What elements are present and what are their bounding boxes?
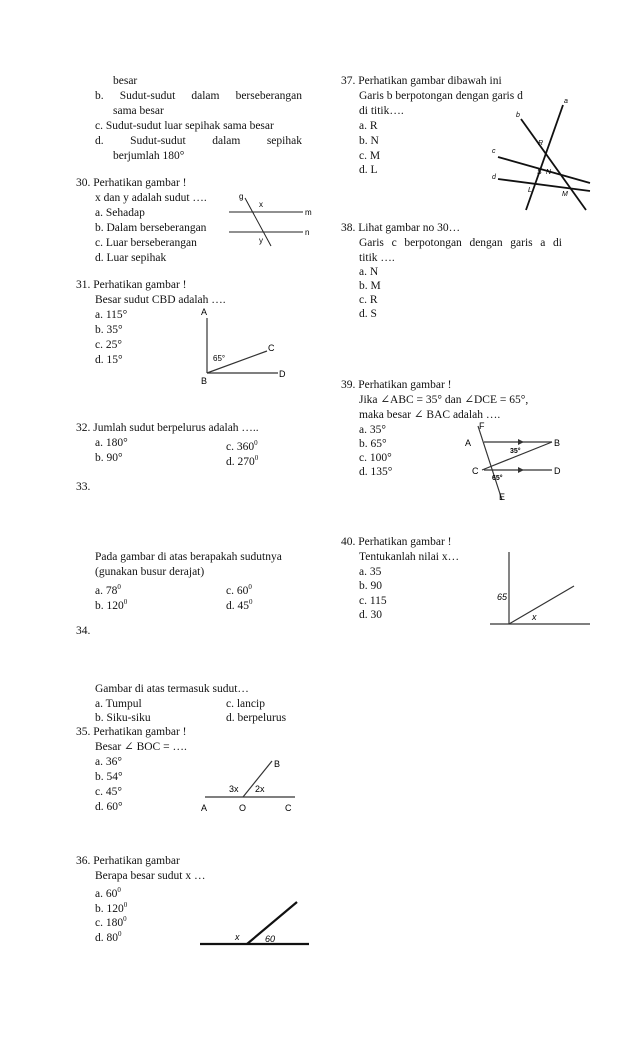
q40-option-c: c. 115 — [359, 595, 387, 607]
q39-label-65: 65° — [492, 475, 503, 482]
q37-label-R: R — [538, 140, 544, 147]
q31-label-D: D — [279, 369, 286, 379]
q35-option-a: a. 36° — [95, 756, 122, 768]
q37-option-a: a. R — [359, 120, 378, 132]
q37-stem-2: di titik…. — [359, 105, 404, 117]
q40-title: 40. Perhatikan gambar ! — [341, 536, 452, 548]
q30-figure — [225, 190, 315, 250]
q40-option-d: d. 30 — [359, 609, 382, 621]
q37-option-c: c. M — [359, 150, 381, 162]
q37-label-M: M — [562, 191, 568, 198]
q33-stem-2: (gunakan busur derajat) — [95, 566, 205, 578]
q34-option-c: c. lancip — [226, 698, 265, 710]
q36-label-60: 60 — [265, 934, 276, 944]
q30-option-d: d. Luar sepihak — [95, 252, 167, 264]
q40-figure — [488, 548, 593, 628]
q35-option-d: d. 60° — [95, 801, 123, 813]
q33-option-b: b. $120^0$ — [95, 598, 128, 612]
q36-title: 36. Perhatikan gambar — [76, 855, 180, 867]
q35-figure — [197, 755, 309, 817]
q35-option-c: c. 45° — [95, 786, 122, 798]
q39-option-b: b. 65° — [359, 438, 387, 450]
q31-label-B: B — [201, 376, 208, 386]
q31-label-angle: 65° — [213, 354, 226, 363]
q29-option-c: c. Sudut-sudut luar sepihak sama besar — [95, 120, 274, 132]
q39-figure — [462, 420, 572, 512]
q39-label-D: D — [554, 466, 561, 476]
q39-option-c: c. 100° — [359, 452, 392, 464]
q30-label-g: g — [239, 192, 244, 201]
q33-stem-1: Pada gambar di atas berapakah sudutnya — [95, 551, 282, 563]
q29-option-a-tail: besar — [113, 75, 138, 87]
q40-option-a: a. 35 — [359, 566, 382, 578]
q34-option-b: b. Siku-siku — [95, 712, 151, 724]
q38-title: 38. Lihat gambar no 30… — [341, 222, 461, 234]
q31-option-d: d. 15° — [95, 354, 123, 366]
q37-figure — [488, 95, 598, 215]
q32-option-c: c. $360^0$ — [226, 439, 258, 453]
q37-label-d: d — [492, 174, 496, 181]
q40-label-65: 65 — [497, 592, 508, 602]
q30-option-c: c. Luar berseberangan — [95, 237, 197, 249]
q33-option-c: c. $60^0$ — [226, 583, 252, 597]
q36-label-x: x — [235, 932, 240, 942]
q38-stem-1: Garis c berpotongan dengan garis a di — [359, 237, 562, 249]
q34-stem: Gambar di atas termasuk sudut… — [95, 683, 249, 695]
q30-option-a: a. Sehadap — [95, 207, 145, 219]
q30-label-y: y — [259, 236, 263, 245]
q36-figure — [197, 898, 312, 950]
q39-label-B: B — [554, 438, 561, 448]
q39-option-a: a. 35° — [359, 424, 386, 436]
q36-option-a: a. $60^0$ — [95, 886, 121, 900]
q35-label-B: B — [274, 759, 281, 769]
q34-number: 34. — [76, 625, 91, 637]
q32-option-d: d. $270^0$ — [226, 454, 259, 468]
q33-option-d: d. $45^0$ — [226, 598, 253, 612]
q39-label-E: E — [499, 492, 506, 502]
q31-figure — [195, 303, 295, 388]
q32-title: 32. Jumlah sudut berpelurus adalah ….. — [76, 422, 259, 434]
q29-option-b-tail: sama besar — [113, 105, 164, 117]
q36-option-c: c. $180^0$ — [95, 915, 127, 929]
q38-stem-2: titik …. — [359, 252, 395, 264]
q30-title: 30. Perhatikan gambar ! — [76, 177, 187, 189]
q38-option-a: a. N — [359, 266, 379, 278]
q31-option-c: c. 25° — [95, 339, 122, 351]
q31-label-C: C — [268, 343, 275, 353]
q30-label-x: x — [259, 200, 263, 209]
q38-option-d: d. S — [359, 308, 377, 320]
q37-option-b: b. N — [359, 135, 379, 147]
q35-option-b: b. 54° — [95, 771, 123, 783]
q35-label-2x: 2x — [255, 784, 265, 794]
q29-option-d: d. Sudut-sudut dalam sepihak — [95, 135, 302, 147]
q37-label-S: S — [537, 169, 542, 176]
q40-label-x: x — [532, 612, 537, 622]
q37-label-N: N — [546, 169, 552, 176]
q37-label-b: b — [516, 112, 520, 119]
q32-option-b: b. 90° — [95, 452, 123, 464]
q39-stem-2: maka besar ∠ BAC adalah …. — [359, 409, 501, 421]
q37-option-d: d. L — [359, 164, 378, 176]
q30-stem: x dan y adalah sudut …. — [95, 192, 207, 204]
q31-title: 31. Perhatikan gambar ! — [76, 279, 187, 291]
q39-label-C: C — [472, 466, 479, 476]
q39-option-d: d. 135° — [359, 466, 393, 478]
q40-stem: Tentukanlah nilai x… — [359, 551, 460, 563]
q39-title: 39. Perhatikan gambar ! — [341, 379, 452, 391]
q39-label-35: 35° — [510, 448, 521, 455]
q39-label-A: A — [465, 438, 472, 448]
q34-option-d: d. berpelurus — [226, 712, 287, 724]
q36-stem: Berapa besar sudut x … — [95, 870, 206, 882]
q37-title: 37. Perhatikan gambar dibawah ini — [341, 75, 502, 87]
q32-option-a: a. 180° — [95, 437, 128, 449]
q37-label-c: c — [492, 148, 496, 155]
q29-option-d-tail: berjumlah 180° — [113, 150, 185, 162]
q30-option-b: b. Dalam berseberangan — [95, 222, 207, 234]
q30-label-m: m — [305, 208, 312, 217]
q31-label-A: A — [201, 307, 208, 317]
q40-option-b: b. 90 — [359, 580, 382, 592]
q39-label-F: F — [479, 421, 485, 431]
q38-option-b: b. M — [359, 280, 381, 292]
q31-stem: Besar sudut CBD adalah …. — [95, 294, 226, 306]
q35-label-A: A — [201, 803, 208, 813]
q29-option-b: b. Sudut-sudut dalam berseberangan — [95, 90, 302, 102]
q37-stem-1: Garis b berpotongan dengan garis d — [359, 90, 523, 102]
q36-option-b: b. $120^0$ — [95, 901, 128, 915]
q35-label-3x: 3x — [229, 784, 239, 794]
q35-title: 35. Perhatikan gambar ! — [76, 726, 187, 738]
q35-stem: Besar ∠ BOC = …. — [95, 741, 187, 753]
q31-option-b: b. 35° — [95, 324, 123, 336]
q38-option-c: c. R — [359, 294, 378, 306]
q35-label-O: O — [239, 803, 247, 813]
q33-option-a: a. $78^0$ — [95, 583, 121, 597]
q31-option-a: a. 115° — [95, 309, 128, 321]
q33-number: 33. — [76, 481, 91, 493]
q30-label-n: n — [305, 228, 310, 237]
q35-label-C: C — [285, 803, 292, 813]
q36-option-d: d. $80^0$ — [95, 930, 122, 944]
q37-label-a: a — [564, 98, 568, 105]
q34-option-a: a. Tumpul — [95, 698, 142, 710]
q37-label-L: L — [528, 187, 532, 194]
q39-stem-1: Jika ∠ABC = 35° dan ∠DCE = 65°, — [359, 394, 529, 406]
